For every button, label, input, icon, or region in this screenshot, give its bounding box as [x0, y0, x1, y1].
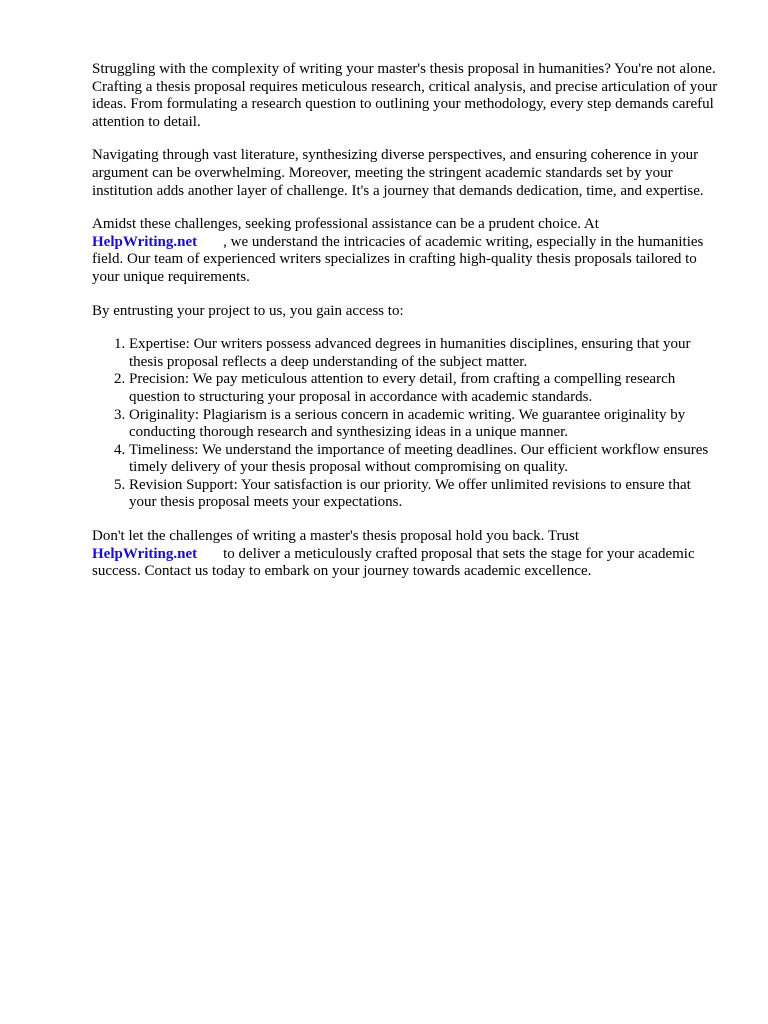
challenge-paragraph: Navigating through vast literature, synthesizing diverse perspectives, and ensuring coherence in your argument can be overwhelming. Moreover, meeting the stringent academic standards set by your institution adds another layer of challenge. It's a journey that demands dedication, time, and expertise.	[92, 147, 704, 199]
list-item: 1. Expertise: Our writers possess advanced degrees in humanities disciplines, ensuring that your thesis proposal reflects a deep understanding of the subject matter.	[129, 336, 722, 371]
access-intro-paragraph: By entrusting your project to us, you gain access to:	[92, 302, 404, 319]
assistance-text-end: , we understand the intricacies of academic writing, especially in the humanities field. Our team of experienced writers specializes in crafting high-quality thesis proposals tailored to your unique requirements.	[92, 233, 704, 285]
closing-text-end: to deliver a meticulously crafted proposal that sets the stage for your academic success. Contact us today to embark on your journey towards academic excellence.	[92, 545, 695, 580]
helpwriting-link[interactable]: HelpWriting.net	[92, 233, 198, 250]
helpwriting-link[interactable]: HelpWriting.net	[92, 545, 198, 562]
benefits-list	[92, 336, 722, 512]
closing-text-start: Don't let the challenges of writing a master's thesis proposal hold you back. Trust	[92, 528, 580, 545]
document-page	[92, 61, 722, 597]
list-item: 3. Originality: Plagiarism is a serious concern in academic writing. We guarantee originality by conducting thorough research and synthesizing ideas in a unique manner.	[129, 407, 722, 442]
list-item: 4. Timeliness: We understand the importance of meeting deadlines. Our efficient workflow ensures timely delivery of your thesis proposal without compromising on quality.	[129, 442, 722, 477]
assistance-paragraph	[92, 216, 722, 286]
list-item: 2. Precision: We pay meticulous attention to every detail, from crafting a compelling research question to structuring your proposal in accordance with academic standards.	[129, 371, 722, 406]
list-item: 5. Revision Support: Your satisfaction is our priority. We offer unlimited revisions to ensure that your thesis proposal meets your expectations.	[129, 477, 722, 512]
assistance-text-start: Amidst these challenges, seeking professional assistance can be a prudent choice. At	[92, 216, 599, 233]
intro-paragraph: Struggling with the complexity of writing your master's thesis proposal in humanities? You're not alone. Crafting a thesis proposal requires meticulous research, critical analysis, and precise articulation of your ideas. From formulating a research question to outlining your methodology, every step demands careful attention to detail.	[92, 61, 718, 130]
closing-paragraph	[92, 528, 722, 581]
